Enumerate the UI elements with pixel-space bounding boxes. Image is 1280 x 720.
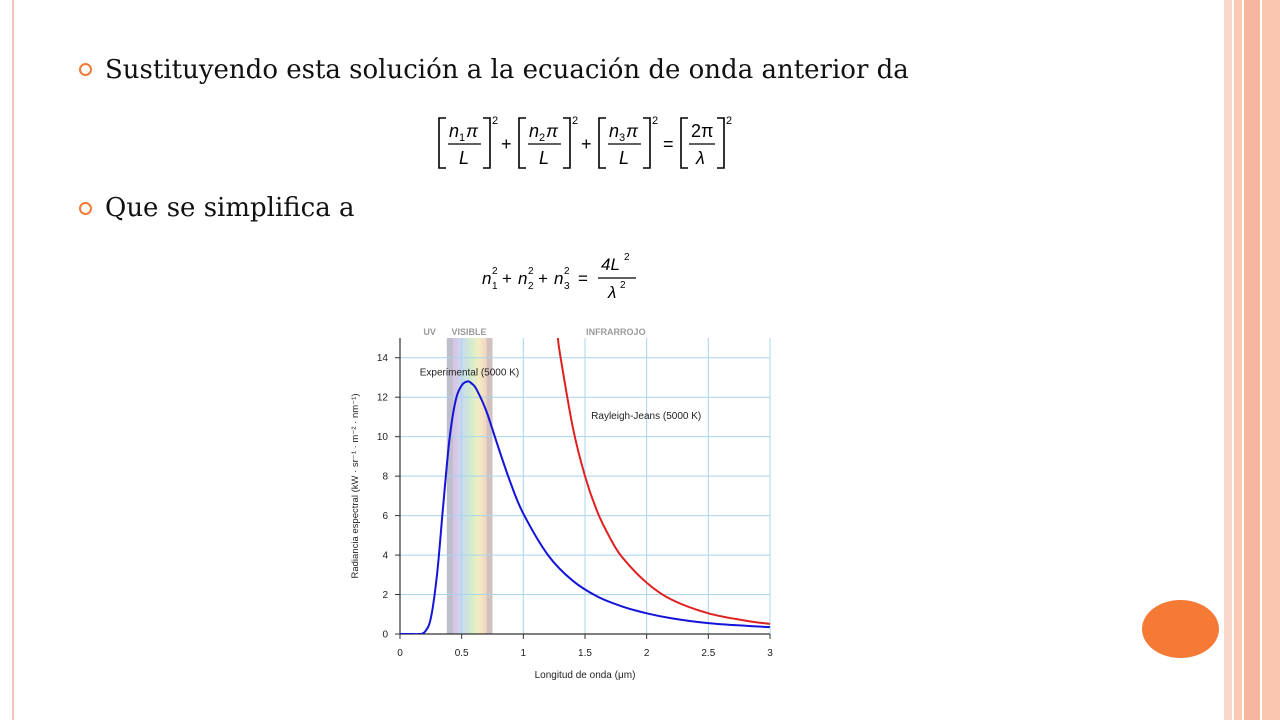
svg-text:3: 3: [564, 281, 570, 292]
svg-text:+: +: [502, 269, 512, 288]
x-tick-label: 0: [397, 648, 403, 659]
svg-text:+: +: [501, 134, 512, 154]
svg-text:2: 2: [572, 115, 579, 127]
blackbody-radiation-chart: [340, 322, 790, 692]
region-label: VISIBLE: [451, 327, 487, 337]
eq1-rhs: [681, 115, 732, 168]
svg-text:2: 2: [492, 266, 498, 277]
equation-2: [478, 248, 648, 304]
y-tick-label: 12: [376, 392, 388, 404]
svg-text:=: =: [578, 269, 588, 288]
x-tick-label: 1.5: [578, 648, 592, 659]
svg-text:L: L: [539, 148, 550, 168]
y-tick-label: 0: [382, 629, 388, 641]
bullet-marker-1: [79, 63, 92, 76]
svg-text:2: 2: [620, 280, 626, 291]
svg-text:n: n: [609, 121, 620, 141]
svg-text:+: +: [538, 269, 548, 288]
svg-text:π: π: [546, 121, 559, 141]
series-annotation-rayleigh-jeans: Rayleigh-Jeans (5000 K): [591, 410, 702, 422]
series-annotation-experimental: Experimental (5000 K): [419, 367, 520, 379]
x-axis-label: Longitud de onda (μm): [534, 670, 636, 681]
x-tick-label: 2: [643, 648, 650, 659]
svg-text:n: n: [529, 121, 540, 141]
eq1-term-2: [519, 115, 578, 168]
svg-text:π: π: [466, 121, 479, 141]
svg-text:1: 1: [459, 132, 466, 144]
svg-text:1: 1: [492, 281, 498, 292]
y-tick-label: 6: [382, 511, 388, 523]
visible-band-edge-right: [487, 338, 493, 634]
x-tick-label: 1: [520, 648, 527, 659]
bullet-text-2: Que se simplifica a: [105, 193, 355, 223]
slide-left-border: [12, 0, 14, 720]
svg-text:2: 2: [528, 281, 534, 292]
y-axis-label: Radiancia espectral (kW · sr⁻¹ · m⁻² · nm⁻¹): [350, 393, 361, 579]
svg-text:2: 2: [539, 132, 546, 144]
svg-text:2: 2: [726, 115, 733, 127]
y-tick-label: 4: [382, 550, 388, 562]
y-tick-label: 8: [382, 471, 388, 483]
y-tick-label: 14: [376, 353, 388, 365]
svg-text:n: n: [449, 121, 460, 141]
svg-text:2: 2: [624, 252, 630, 263]
svg-text:L: L: [619, 148, 630, 168]
svg-text:2: 2: [652, 115, 659, 127]
region-label: INFRARROJO: [586, 327, 646, 337]
svg-text:2: 2: [492, 115, 499, 127]
svg-text:4L: 4L: [601, 255, 620, 274]
svg-text:=: =: [663, 134, 674, 154]
slide-right-stripes: [1224, 0, 1280, 720]
bullet-marker-2: [79, 202, 92, 215]
svg-text:n: n: [482, 269, 492, 288]
svg-text:2π: 2π: [691, 121, 714, 141]
eq1-term-1: [439, 115, 498, 168]
svg-text:λ: λ: [696, 148, 705, 168]
visible-band-edge-left: [447, 338, 453, 634]
bullet-text-1: Sustituyendo esta solución a la ecuación de onda anterior da: [105, 55, 909, 85]
series-line-rayleigh-jeans: [558, 338, 770, 624]
svg-text:n: n: [554, 269, 564, 288]
svg-text:3: 3: [619, 132, 626, 144]
y-tick-label: 2: [382, 590, 388, 602]
decorative-orange-circle: [1142, 600, 1219, 658]
svg-text:λ: λ: [608, 283, 617, 302]
svg-text:L: L: [459, 148, 470, 168]
svg-text:+: +: [581, 134, 592, 154]
x-tick-label: 3: [767, 648, 773, 659]
y-tick-label: 10: [376, 432, 388, 444]
x-tick-label: 2.5: [701, 648, 716, 659]
svg-text:π: π: [626, 121, 639, 141]
svg-text:2: 2: [528, 266, 534, 277]
region-label: UV: [423, 327, 436, 337]
equation-1: [425, 110, 755, 174]
svg-text:n: n: [518, 269, 528, 288]
x-tick-label: 0.5: [454, 648, 469, 659]
svg-text:2: 2: [564, 266, 570, 277]
eq1-term-3: [599, 115, 658, 168]
